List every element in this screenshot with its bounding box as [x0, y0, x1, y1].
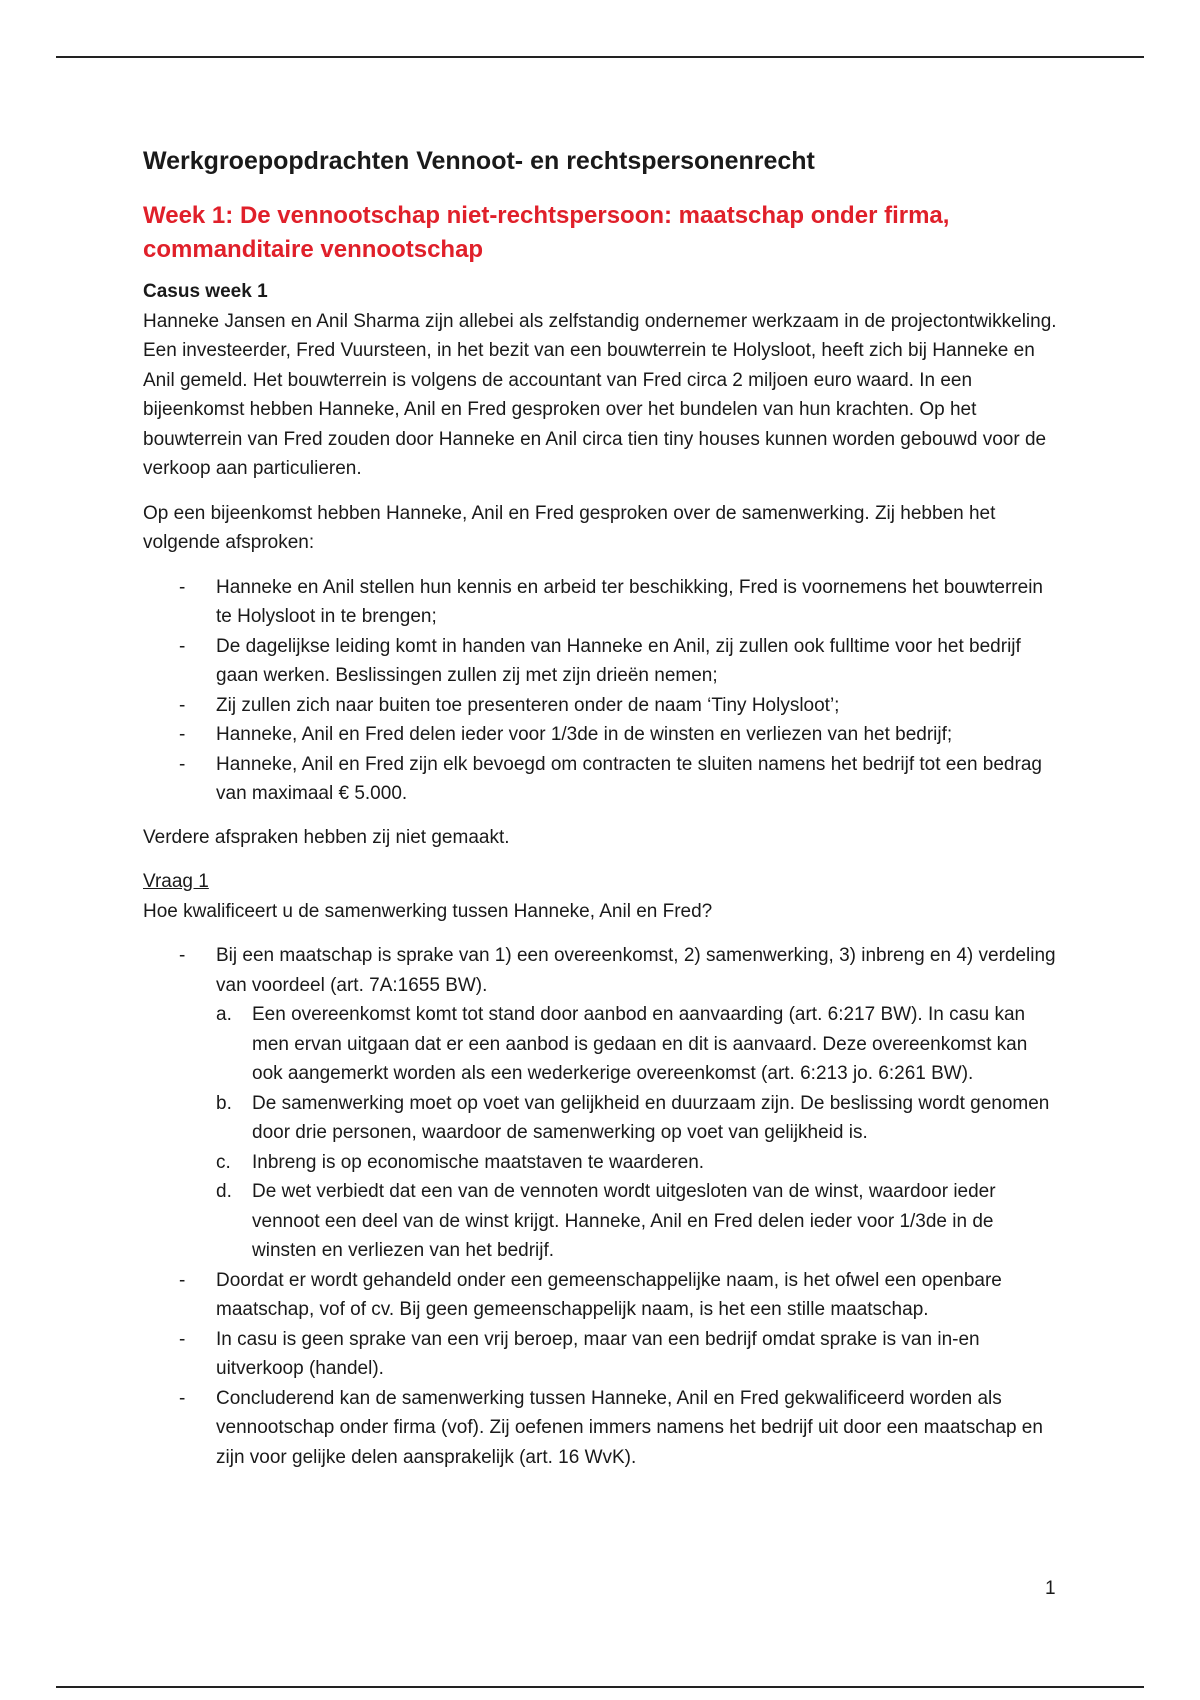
sublist-marker: b.: [216, 1092, 232, 1114]
list-item: - Hanneke, Anil en Fred zijn elk bevoegd om contracten te sluiten namens het bedrijf tot een bedrag van maximaal € 5.000.: [216, 750, 1063, 809]
question-text: Hoe kwalificeert u de samenwerking tussen Hanneke, Anil en Fred?: [143, 900, 713, 922]
list-item: - Concluderend kan de samenwerking tussen Hanneke, Anil en Fred gekwalificeerd worden als vennootschap onder firma (vof). Zij oefenen immers namens het bedrijf uit door een maatschap en zijn voor gelijke delen aansprakelijk (art. 16 WvK).: [216, 1384, 1063, 1473]
casus-heading: Casus week 1: [143, 281, 268, 302]
answer-sublist: [216, 1000, 1063, 1266]
sublist-text: De samenwerking moet op voet van gelijkheid en duurzaam zijn. De beslissing wordt genomen door drie personen, waardoor de samenwerking op voet van gelijkheid is.: [252, 1092, 1050, 1143]
list-item: - Hanneke, Anil en Fred delen ieder voor 1/3de in de winsten en verliezen van het bedrijf;: [216, 720, 1063, 750]
document-page: [143, 140, 1063, 1486]
list-item: - Zij zullen zich naar buiten toe presenteren onder de naam ‘Tiny Holysloot’;: [216, 691, 1063, 721]
sublist-item: [216, 1089, 1063, 1148]
sublist-marker: a.: [216, 1004, 232, 1025]
sublist-marker: c.: [216, 1151, 231, 1173]
casus-paragraph-1: Hanneke Jansen en Anil Sharma zijn allebei als zelfstandig ondernemer werkzaam in de projectontwikkeling. Een investeerder, Fred Vuursteen, in het bezit van een bouwterrein te Holysloot, heeft zich bij Hanneke en Anil gemeld. Het bouwterrein is volgens de accountant van Fred circa 2 miljoen euro waard. In een bijeenkomst hebben Hanneke, Anil en Fred gesproken over het bundelen van hun krachten. Op het bouwterrein van Fred zouden door Hanneke en Anil circa tien tiny houses kunnen worden gebouwd voor de verkoop aan particulieren.: [143, 310, 1057, 479]
sublist-text: De wet verbiedt dat een van de vennoten wordt uitgesloten van de winst, waardoor ieder vennoot een deel van de winst krijgt. Hanneke, Anil en Fred delen ieder voor 1/3de in de winsten en verliezen van het bedrijf.: [252, 1181, 996, 1261]
answer-list: [143, 941, 1063, 1472]
list-item: [216, 941, 1063, 1266]
footer-rule: [56, 1686, 1144, 1688]
afspraken-list: [143, 573, 1063, 809]
sublist-text: Inbreng is op economische maatstaven te waarderen.: [252, 1151, 705, 1173]
sublist-text: Een overeenkomst komt tot stand door aanbod en aanvaarding (art. 6:217 BW). In casu kan men ervan uitgaan dat er een aanbod is gedaan en dit is aanvaard. Deze overeenkomst kan ook aangemerkt worden als een wederkerige overeenkomst (art. 6:213 jo. 6:261 BW).: [252, 1004, 1028, 1084]
closing-sentence: Verdere afspraken hebben zij niet gemaakt.: [143, 826, 510, 848]
list-item: - In casu is geen sprake van een vrij beroep, maar van een bedrijf omdat sprake is van in-en uitverkoop (handel).: [216, 1325, 1063, 1384]
casus-paragraph-2: Op een bijeenkomst hebben Hanneke, Anil en Fred gesproken over de samenwerking. Zij hebben het volgende afsproken:: [143, 502, 996, 553]
list-item: - De dagelijkse leiding komt in handen van Hanneke en Anil, zij zullen ook fulltime voor het bedrijf gaan werken. Beslissingen zullen zij met zijn drieën nemen;: [216, 632, 1063, 691]
sublist-marker: d.: [216, 1181, 232, 1202]
list-item: - Hanneke en Anil stellen hun kennis en arbeid ter beschikking, Fred is voornemens het bouwterrein te Holysloot in te brengen;: [216, 573, 1063, 632]
answer-intro: Bij een maatschap is sprake van 1) een overeenkomst, 2) samenwerking, 3) inbreng en 4) verdeling van voordeel (art. 7A:1655 BW).: [216, 945, 1056, 996]
document-title: Werkgroepopdrachten Vennoot- en rechtspersonenrecht: [143, 147, 815, 175]
page-number: 1: [1045, 1578, 1056, 1599]
sublist-item: [216, 1177, 1063, 1266]
week-title: Week 1: De vennootschap niet-rechtspersoon: maatschap onder firma, commanditaire vennootschap: [143, 202, 950, 263]
sublist-item: [216, 1148, 1063, 1178]
header-rule: [56, 56, 1144, 58]
list-item: - Doordat er wordt gehandeld onder een gemeenschappelijke naam, is het ofwel een openbare maatschap, vof of cv. Bij geen gemeenschappelijk naam, is het een stille maatschap.: [216, 1266, 1063, 1325]
question-label: Vraag 1: [143, 871, 209, 892]
sublist-item: [216, 1000, 1063, 1089]
